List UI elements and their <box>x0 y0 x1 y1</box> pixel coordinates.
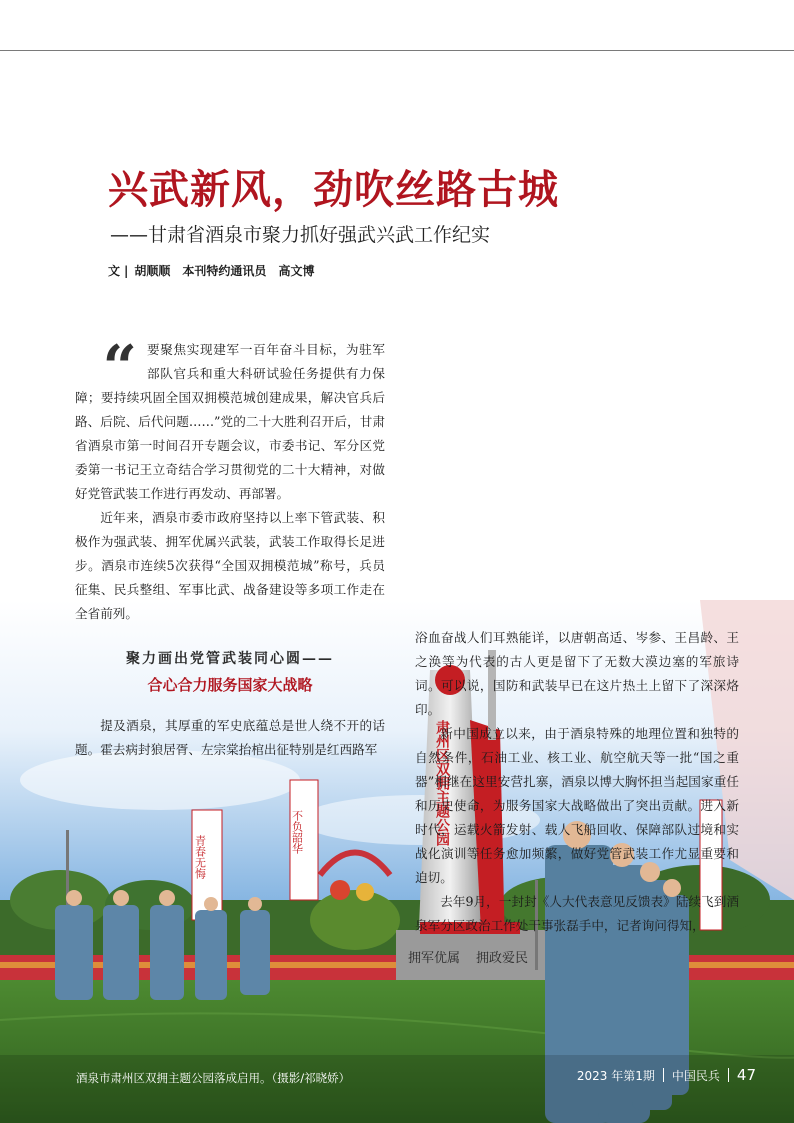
paragraph: 浴血奋战人们耳熟能详，以唐朝高适、岑参、王昌龄、王之涣等为代表的古人更是留下了无数大漠边塞的军旅诗词。可以说，国防和武装早已在这片热土上留下了深深烙印。 <box>415 630 739 717</box>
column-left-continued <box>75 714 385 762</box>
paragraph: 提及酒泉，其厚重的军史底蕴总是世人绕不开的话题。霍去病封狼居胥、左宗棠抬棺出征特别是红西路军 <box>75 718 385 757</box>
column-left <box>75 333 385 626</box>
page-footer <box>577 1066 756 1084</box>
magazine-name: 中国民兵 <box>671 1068 720 1083</box>
section-heading <box>75 648 385 695</box>
section-heading-line-2: 合心合力服务国家大战略 <box>147 676 313 694</box>
header-rule <box>0 50 794 51</box>
banner-text-1: 青春无悔 <box>193 835 207 879</box>
monument-text: 肃州区双拥主题公园 <box>434 720 450 846</box>
divider <box>663 1068 664 1082</box>
byline-author-2-role: 本刊特约通讯员 <box>182 264 267 278</box>
page-number: 47 <box>736 1066 756 1084</box>
monument-base-text-2: 拥政爱民 <box>476 951 529 966</box>
banner-text-2: 不负韶华 <box>290 810 304 854</box>
monument-base-text-1: 拥军优属 <box>408 951 461 966</box>
paragraph: 要聚焦实现建军一百年奋斗目标，为驻军部队官兵和重大科研试验任务提供有力保障；要持续巩固全国双拥模范城创建成果，解决官兵后路、后院、后代问题……”党的二十大胜利召开后，甘肃省酒泉市第一时间召开专题会议，市委书记、军分区党委第一书记王立奇结合学习贯彻党的二十大精神，对做好党管武装工作进行再发动、再部署。 <box>75 342 385 501</box>
byline-prefix: 文 <box>108 264 121 278</box>
article-subtitle: ——甘肃省酒泉市聚力抓好强武兴武工作纪实 <box>110 224 491 246</box>
paragraph: 近年来，酒泉市委市政府坚持以上率下管武装、积极作为强武装、拥军优属兴武装，武装工作取得长足进步。酒泉市连续5次获得“全国双拥模范城”称号，兵员征集、民兵整组、军事比武、战备建设等多项工作走在全省前列。 <box>75 510 385 621</box>
section-heading-line-1: 聚力画出党管武装同心圆—— <box>126 651 334 667</box>
byline: 文 | 胡顺顺 本刊特约通讯员 高文博 <box>108 264 315 278</box>
byline-author-1: 胡顺顺 <box>134 264 171 278</box>
paragraph: 新中国成立以来，由于酒泉特殊的地理位置和独特的自然条件，石油工业、核工业、航空航天等一批“国之重器”相继在这里安营扎寨，酒泉以博大胸怀担当起国家重任和历史使命，为服务国家大战略做出了突出贡献。进入新时代，运载火箭发射、载人飞船回收、保障部队过境和实战化演训等任务愈加频繁，做好党管武装工作尤显重要和迫切。 <box>415 726 739 885</box>
article-title: 兴武新风，劲吹丝路古城 <box>108 166 559 213</box>
paragraph: 去年9月，一封封《人大代表意见反馈表》陆续飞到酒泉军分区政治工作处干事张磊手中，记者询问得知， <box>415 894 739 933</box>
photo-caption: 酒泉市肃州区双拥主题公园落成启用。（摄影/祁晓娇） <box>76 1071 351 1085</box>
column-right <box>415 626 739 938</box>
divider <box>728 1068 729 1082</box>
byline-author-2: 高文博 <box>278 264 315 278</box>
issue-label: 2023 年第1期 <box>576 1068 655 1083</box>
quote-mark-icon: “ <box>102 333 137 403</box>
